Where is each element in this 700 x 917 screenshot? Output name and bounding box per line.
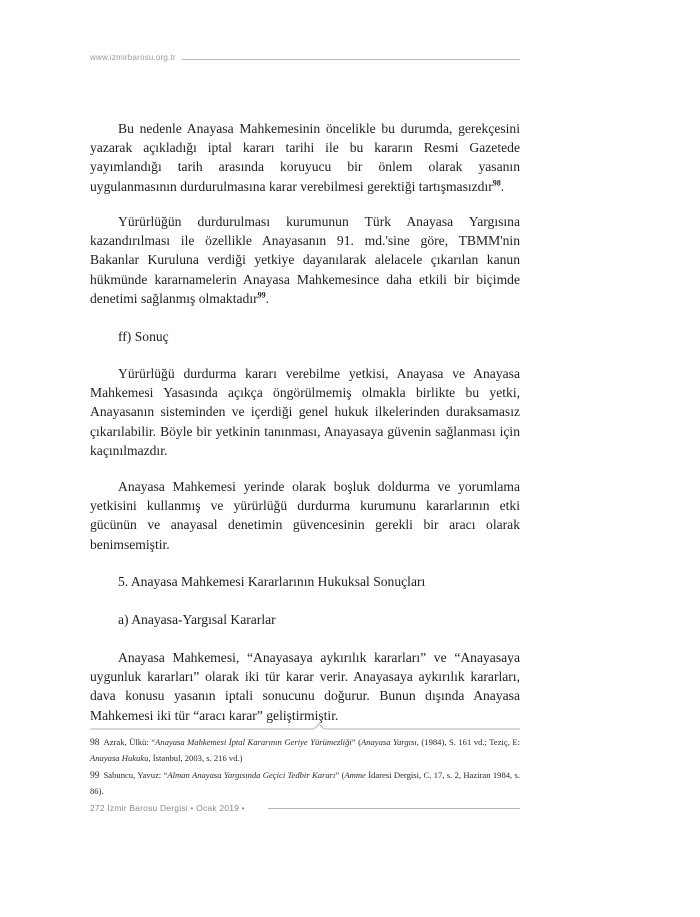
section-heading-sonuc: ff) Sonuç	[118, 329, 169, 344]
footnote-text: Sabuncu, Yavuz: “	[103, 770, 168, 780]
footnote-number: 99	[90, 771, 100, 781]
footnote-book: Anayasa Hukuku	[90, 753, 149, 763]
footnote-99	[90, 768, 520, 799]
footnote-title: Alman Anayasa Yargısında Geçici Tedbir Kararı	[167, 770, 336, 780]
paragraph-2-text: Yürürlüğün durdurulması kurumunun Türk Anayasa Yargısına kazandırılması ile özellikle Anayasanın 91. md.'sine göre, TBMM'nin Bakanlar Kuruluna verdiği yetkiye dayanılarak alelacele çıkarılan kanun hükmünde kararnamelerin Anayasa Mahkemesince daha etkili bir biçimde denetimi sağlanmış olmaktadır	[90, 214, 520, 306]
footnote-journal: Amme	[344, 770, 366, 780]
footnote-98	[90, 735, 520, 766]
footnote-text: İdaresi Dergisi, C. 17, s. 2, Haziran 1984, s. 86).	[90, 770, 520, 796]
footnote-text: ” (	[351, 737, 361, 747]
footnote-separator	[90, 723, 520, 731]
footnote-ref-98[interactable]: 98	[492, 178, 501, 188]
footer-text: 272 İzmir Barosu Dergisi • Ocak 2019 •	[90, 803, 245, 813]
paragraph-4: Anayasa Mahkemesi yerinde olarak boşluk doldurma ve yorumlama yetkisini kullanmış ve yürürlüğü durdurma kurumunu kararlarının etki gücünün ve anayasal denetimin güvencesinin gerekli bir aracı olarak benimsemiştir.	[90, 479, 520, 552]
paragraph-3: Yürürlüğü durdurma kararı verebilme yetkisi, Anayasa ve Anayasa Mahkemesi Yasasında açıkça öngörülmemiş olmakla birlikte bu yetki, Anayasanın sisteminden ve içerdiği genel hukuk ilkelerinden duraksamasız çıkarılabilir. Böyle bir yetkinin tanınması, Anayasaya güvenin sağlanması için kaçınılmazdır.	[90, 366, 520, 458]
footnote-ref-99[interactable]: 99	[257, 290, 266, 300]
paragraph-5: Anayasa Mahkemesi, “Anayasaya aykırılık kararları” ve “Anayasaya uygunluk kararları” olarak iki tür karar verir. Anayasaya aykırılık kararları, dava konusu yasanın iptali sonucunu doğurur. Bunun dışında Anayasa Mahkemesi iki tür “aracı karar” geliştirmiştir.	[90, 650, 520, 723]
footnote-journal: Anayasa Yargısı	[360, 737, 417, 747]
footnote-text: ” (	[335, 770, 345, 780]
header-url: www.izmirbarosu.org.tr	[90, 53, 176, 62]
footnote-text: Azrak, Ülkü: “	[103, 737, 156, 747]
footnote-text: , İstanbul, 2003, s. 216 vd.)	[148, 753, 243, 763]
paragraph-1: Bu nedenle Anayasa Mahkemesinin öncelikle bu durumda, gerekçesini yazarak açıkladığı iptal kararı tarihi ile bu kararın Resmi Gazetede yayımlandığı tarih arasında koruyucu bir önlem olarak yasanın uygulanmasının durdurulmasına karar verebilmesi gerektiği tartışmasızdır$^{98}$.	[90, 121, 520, 194]
footnote-number: 98	[90, 738, 100, 748]
subsection-heading-a: a) Anayasa-Yargısal Kararlar	[118, 612, 276, 627]
footnote-text: , (1984), S. 161 vd.; Teziç, E:	[416, 737, 520, 747]
paragraph-2: Yürürlüğün durdurulması kurumunun Türk Anayasa Yargısına kazandırılması ile özellikle Anayasanın 91. md.'sine göre, TBMM'nin Bakanlar Kuruluna verdiği yetkiye dayanılarak alelacele çıkarılan kanun hükmünde kararnamelerin Anayasa Mahkemesince daha etkili bir biçimde denetimi sağlanmış olmaktadır$^{99}$.	[90, 214, 520, 306]
paragraph-1-text: Bu nedenle Anayasa Mahkemesinin öncelikle bu durumda, gerekçesini yazarak açıkladığı iptal kararı tarihi ile bu kararın Resmi Gazetede yayımlandığı tarih arasında koruyucu bir önlem olarak yasanın uygulanmasının durdurulmasına karar verebilmesi gerektiği tartışmasızdır	[90, 121, 520, 194]
header-rule	[182, 59, 520, 60]
footer-rule	[268, 808, 520, 809]
footnote-title: Anayasa Mahkemesi İptal Kararının Geriye Yürümezliği	[155, 737, 352, 747]
section-heading-5: 5. Anayasa Mahkemesi Kararlarının Hukuksal Sonuçları	[118, 574, 426, 589]
